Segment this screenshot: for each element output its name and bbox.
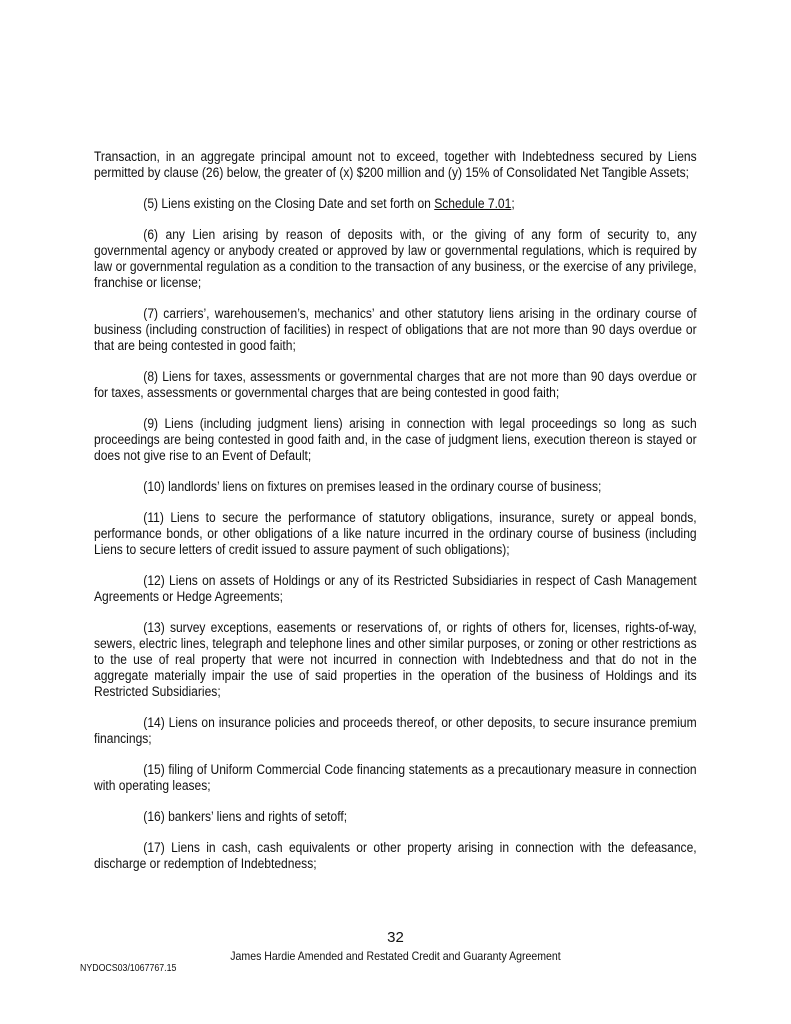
document-body <box>94 149 697 887</box>
paragraph-6: (6) any Lien arising by reason of deposits with, or the giving of any form of security to, any governmental agency or anybody created or approved by law or governmental regulations, which is required by law or governmental regulation as a condition to the transaction of any business, or the exercise of any privilege, franchise or license; <box>94 227 697 291</box>
paragraph-continuation: Transaction, in an aggregate principal amount not to exceed, together with Indebtedness secured by Liens permitted by clause (26) below, the greater of (x) $200 million and (y) 15% of Consolidated Net Tangible Assets; <box>94 149 697 181</box>
paragraph-17: (17) Liens in cash, cash equivalents or other property arising in connection with the defeasance, discharge or redemption of Indebtedness; <box>94 840 697 872</box>
paragraph-5 <box>94 196 697 212</box>
schedule-link: Schedule 7.01 <box>434 196 512 212</box>
document-id: NYDOCS03/1067767.15 <box>80 963 177 974</box>
paragraph-15: (15) filing of Uniform Commercial Code financing statements as a precautionary measure in connection with operating leases; <box>94 762 697 794</box>
paragraph-5-text: (5) Liens existing on the Closing Date and set forth on <box>143 196 435 212</box>
paragraph-14: (14) Liens on insurance policies and proceeds thereof, or other deposits, to secure insurance premium financings; <box>94 715 697 747</box>
paragraph-11: (11) Liens to secure the performance of statutory obligations, insurance, surety or appeal bonds, performance bonds, or other obligations of a like nature incurred in the ordinary course of business (including Liens to secure letters of credit issued to assure payment of such obligations); <box>94 510 697 558</box>
paragraph-16: (16) bankers’ liens and rights of setoff; <box>143 809 348 825</box>
paragraph-10: (10) landlords’ liens on fixtures on premises leased in the ordinary course of business; <box>143 479 602 495</box>
page-number: 32 <box>387 929 404 946</box>
paragraph-9: (9) Liens (including judgment liens) arising in connection with legal proceedings so long as such proceedings are being contested in good faith and, in the case of judgment liens, execution thereon is stayed or does not give rise to an Event of Default; <box>94 416 697 464</box>
paragraph-5-end: ; <box>511 196 515 212</box>
paragraph-12: (12) Liens on assets of Holdings or any of its Restricted Subsidiaries in respect of Cash Management Agreements or Hedge Agreements; <box>94 573 697 605</box>
paragraph-7: (7) carriers’, warehousemen’s, mechanics’ and other statutory liens arising in the ordinary course of business (including construction of facilities) in respect of obligations that are not more than 90 days overdue or that are being contested in good faith; <box>94 306 697 354</box>
paragraph-13: (13) survey exceptions, easements or reservations of, or rights of others for, licenses, rights-of-way, sewers, electric lines, telegraph and telephone lines and other similar purposes, or zoning or other restrictions as to the use of real property that were not incurred in connection with Indebtedness and that do not in the aggregate materially impair the use of said properties in the operation of the business of Holdings and its Restricted Subsidiaries; <box>94 620 697 700</box>
footer-title: James Hardie Amended and Restated Credit and Guaranty Agreement <box>230 949 561 963</box>
paragraph-8: (8) Liens for taxes, assessments or governmental charges that are not more than 90 days overdue or for taxes, assessments or governmental charges that are being contested in good faith; <box>94 369 697 401</box>
